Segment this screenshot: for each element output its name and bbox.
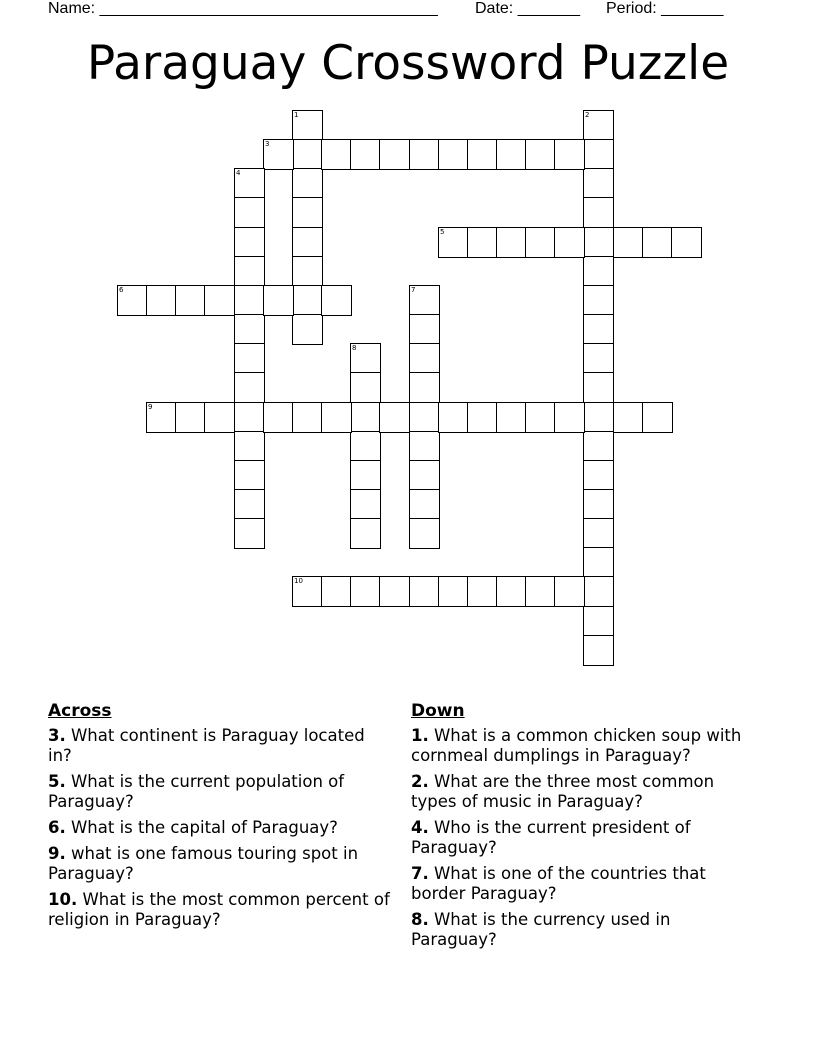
grid-cell[interactable] — [146, 402, 177, 433]
clue-number: 5 — [440, 228, 445, 236]
grid-cell[interactable] — [292, 110, 323, 141]
across-clue: 6. What is the capital of Paraguay? — [48, 818, 338, 837]
down-clue: 4. Who is the current president of Paraguay? — [411, 818, 691, 857]
grid-cell[interactable] — [613, 227, 644, 258]
grid-cell[interactable] — [234, 431, 265, 462]
grid-cell[interactable] — [350, 460, 381, 491]
grid-cell[interactable] — [175, 285, 206, 316]
page-title: Paraguay Crossword Puzzle — [86, 36, 730, 91]
grid-cell[interactable] — [583, 606, 614, 637]
grid-cell[interactable] — [409, 431, 440, 462]
grid-cell[interactable] — [438, 576, 469, 607]
across-clue: 9. what is one famous touring spot in Paraguay? — [48, 844, 359, 883]
across-clues — [48, 700, 393, 936]
across-clue: 10. What is the most common percent of religion in Paraguay? — [48, 890, 390, 929]
grid-cell[interactable] — [409, 372, 440, 403]
grid-cell[interactable] — [350, 372, 381, 403]
grid-cell[interactable] — [583, 635, 614, 666]
grid-cell[interactable] — [292, 139, 323, 170]
grid-cell[interactable] — [583, 372, 614, 403]
grid-cell[interactable] — [234, 227, 265, 258]
grid-cell[interactable] — [234, 343, 265, 374]
grid-cell[interactable] — [234, 518, 265, 549]
grid-cell[interactable] — [234, 314, 265, 345]
grid-cell[interactable] — [321, 139, 352, 170]
grid-cell[interactable] — [409, 139, 440, 170]
grid-cell[interactable] — [583, 168, 614, 199]
grid-cell[interactable] — [321, 576, 352, 607]
grid-cell[interactable] — [350, 139, 381, 170]
grid-cell[interactable] — [642, 402, 673, 433]
grid-cell[interactable] — [583, 402, 614, 433]
grid-cell[interactable] — [263, 402, 294, 433]
grid-cell[interactable] — [525, 402, 556, 433]
grid-cell[interactable] — [467, 139, 498, 170]
down-clue: 2. What are the three most common types of music in Paraguay? — [411, 772, 715, 811]
grid-cell[interactable] — [642, 227, 673, 258]
across-clue: 3. What continent is Paraguay located in? — [48, 726, 365, 765]
grid-cell[interactable] — [583, 227, 614, 258]
clue-number: 9 — [148, 403, 153, 411]
down-clue: 8. What is the currency used in Paraguay? — [411, 910, 671, 949]
name-field[interactable]: Name: ______________________________________ — [48, 0, 438, 17]
grid-cell[interactable] — [554, 139, 585, 170]
grid-cell[interactable] — [496, 227, 527, 258]
grid-cell[interactable] — [409, 343, 440, 374]
grid-cell[interactable] — [467, 402, 498, 433]
grid-cell[interactable] — [467, 576, 498, 607]
grid-cell[interactable] — [263, 285, 294, 316]
grid-cell[interactable] — [496, 576, 527, 607]
grid-cell[interactable] — [234, 168, 265, 199]
grid-cell[interactable] — [583, 547, 614, 578]
grid-cell[interactable] — [234, 489, 265, 520]
grid-cell[interactable] — [234, 256, 265, 287]
grid-cell[interactable] — [613, 402, 644, 433]
grid-cell[interactable] — [379, 139, 410, 170]
grid-cell[interactable] — [525, 227, 556, 258]
grid-cell[interactable] — [292, 576, 323, 607]
grid-cell[interactable] — [204, 285, 235, 316]
grid-cell[interactable] — [554, 227, 585, 258]
grid-cell[interactable] — [554, 576, 585, 607]
grid-cell[interactable] — [292, 197, 323, 228]
grid-cell[interactable] — [409, 285, 440, 316]
grid-cell[interactable] — [350, 431, 381, 462]
grid-cell[interactable] — [409, 518, 440, 549]
grid-cell[interactable] — [409, 460, 440, 491]
grid-cell[interactable] — [175, 402, 206, 433]
grid-cell[interactable] — [409, 402, 440, 433]
grid-cell[interactable] — [525, 576, 556, 607]
grid-cell[interactable] — [554, 402, 585, 433]
grid-cell[interactable] — [292, 227, 323, 258]
across-clue: 5. What is the current population of Paraguay? — [48, 772, 345, 811]
grid-cell[interactable] — [379, 402, 410, 433]
student-info-header — [48, 0, 768, 22]
grid-cell[interactable] — [467, 227, 498, 258]
grid-cell[interactable] — [350, 402, 381, 433]
clue-number: 10 — [294, 577, 303, 585]
clue-number: 4 — [236, 169, 241, 177]
grid-cell[interactable] — [438, 402, 469, 433]
grid-cell[interactable] — [409, 489, 440, 520]
grid-cell[interactable] — [146, 285, 177, 316]
grid-cell[interactable] — [496, 402, 527, 433]
grid-cell[interactable] — [583, 139, 614, 170]
down-clues — [411, 700, 756, 956]
grid-cell[interactable] — [379, 576, 410, 607]
grid-cell[interactable] — [496, 139, 527, 170]
grid-cell[interactable] — [350, 576, 381, 607]
period-field[interactable]: Period: _______ — [606, 0, 724, 17]
grid-cell[interactable] — [350, 518, 381, 549]
grid-cell[interactable] — [234, 460, 265, 491]
grid-cell[interactable] — [321, 285, 352, 316]
grid-cell[interactable] — [234, 285, 265, 316]
grid-cell[interactable] — [234, 372, 265, 403]
grid-cell[interactable] — [583, 431, 614, 462]
clue-number: 2 — [585, 111, 590, 119]
across-heading: Across — [48, 701, 112, 721]
grid-cell[interactable] — [409, 576, 440, 607]
grid-cell[interactable] — [583, 460, 614, 491]
grid-cell[interactable] — [583, 518, 614, 549]
grid-cell[interactable] — [583, 314, 614, 345]
grid-cell[interactable] — [583, 256, 614, 287]
date-field[interactable]: Date: _______ — [475, 0, 580, 17]
grid-cell[interactable] — [671, 227, 702, 258]
grid-cell[interactable] — [438, 139, 469, 170]
grid-cell[interactable] — [350, 489, 381, 520]
grid-cell[interactable] — [292, 285, 323, 316]
grid-cell[interactable] — [583, 576, 614, 607]
grid-cell[interactable] — [583, 285, 614, 316]
grid-cell[interactable] — [204, 402, 235, 433]
down-heading: Down — [411, 701, 465, 721]
grid-cell[interactable] — [583, 343, 614, 374]
grid-cell[interactable] — [409, 314, 440, 345]
grid-cell[interactable] — [263, 139, 294, 170]
clue-number: 3 — [265, 140, 270, 148]
grid-cell[interactable] — [292, 256, 323, 287]
grid-cell[interactable] — [583, 489, 614, 520]
grid-cell[interactable] — [583, 197, 614, 228]
grid-cell[interactable] — [292, 314, 323, 345]
clue-number: 6 — [119, 286, 124, 294]
grid-cell[interactable] — [321, 402, 352, 433]
grid-cell[interactable] — [583, 110, 614, 141]
clue-number: 8 — [352, 344, 357, 352]
grid-cell[interactable] — [350, 343, 381, 374]
grid-cell[interactable] — [234, 197, 265, 228]
grid-cell[interactable] — [292, 402, 323, 433]
grid-cell[interactable] — [438, 227, 469, 258]
grid-cell[interactable] — [234, 402, 265, 433]
grid-cell[interactable] — [117, 285, 148, 316]
down-clue: 7. What is one of the countries that border Paraguay? — [411, 864, 706, 903]
clue-number: 7 — [411, 286, 416, 294]
clue-number: 1 — [294, 111, 299, 119]
grid-cell[interactable] — [525, 139, 556, 170]
grid-cell[interactable] — [292, 168, 323, 199]
down-clue: 1. What is a common chicken soup with cornmeal dumplings in Paraguay? — [411, 726, 742, 765]
